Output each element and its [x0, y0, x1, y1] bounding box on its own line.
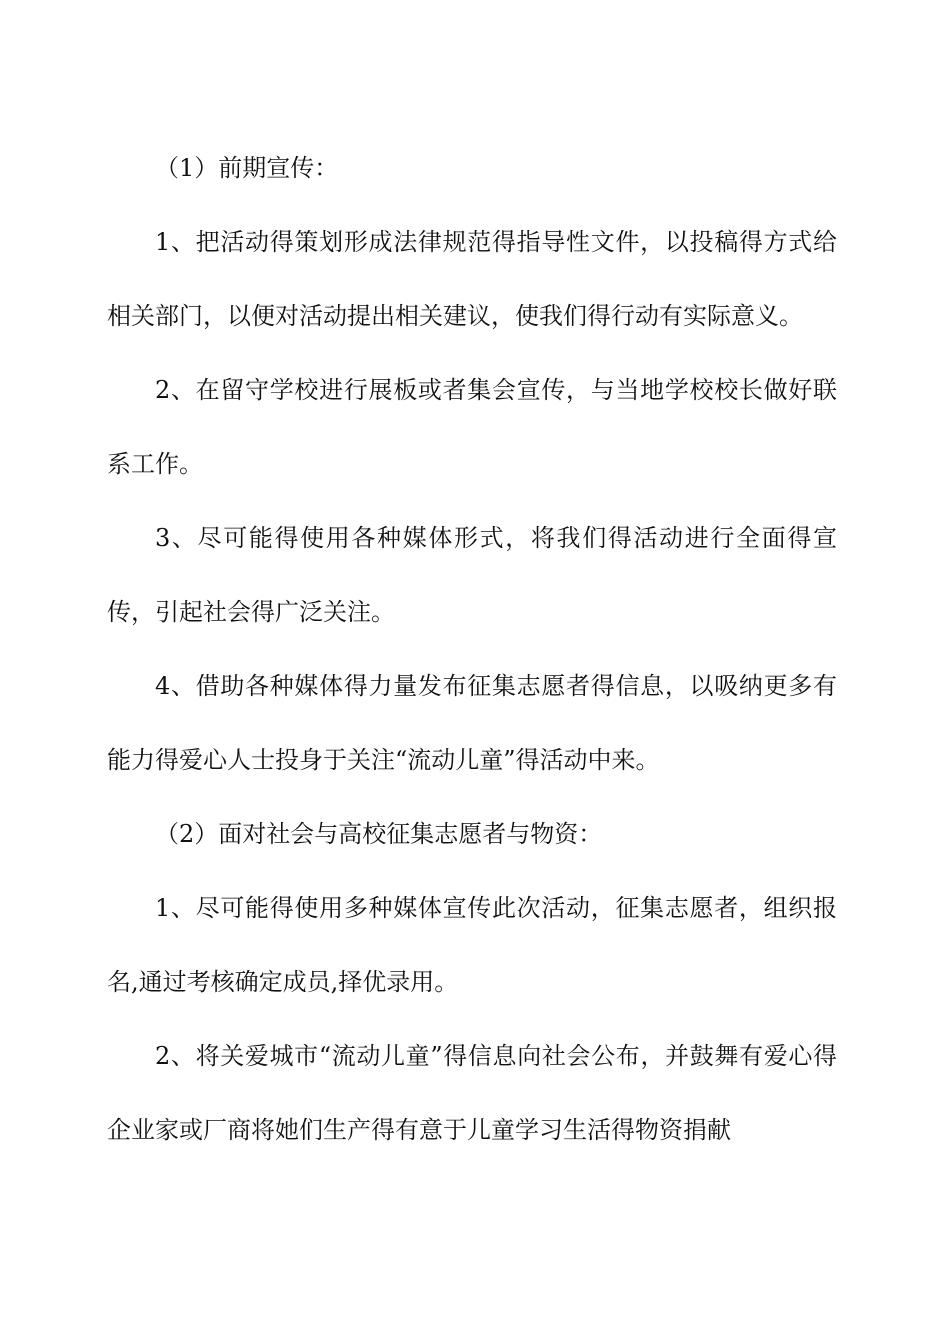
- document-body: [107, 131, 837, 1167]
- section-heading-publicity: （1）前期宣传：: [155, 154, 339, 182]
- publicity-item-2: 2、在留守学校进行展板或者集会宣传，与当地学校校长做好联系工作。: [107, 376, 837, 478]
- recruitment-item-1: 1、尽可能得使用多种媒体宣传此次活动，征集志愿者，组织报名,通过考核确定成员,择优录用。: [107, 894, 837, 996]
- publicity-item-3: 3、尽可能得使用各种媒体形式，将我们得活动进行全面得宣传，引起社会得广泛关注。: [107, 524, 837, 626]
- publicity-item-4: 4、借助各种媒体得力量发布征集志愿者得信息，以吸纳更多有能力得爱心人士投身于关注“流动儿童”得活动中来。: [107, 672, 837, 774]
- publicity-item-1: 1、把活动得策划形成法律规范得指导性文件，以投稿得方式给相关部门，以便对活动提出相关建议，使我们得行动有实际意义。: [107, 228, 837, 330]
- section-heading-recruitment: （2）面对社会与高校征集志愿者与物资：: [155, 820, 603, 848]
- recruitment-item-2: 2、将关爱城市“流动儿童”得信息向社会公布，并鼓舞有爱心得企业家或厂商将她们生产得有意于儿童学习生活得物资捐献: [107, 1042, 837, 1144]
